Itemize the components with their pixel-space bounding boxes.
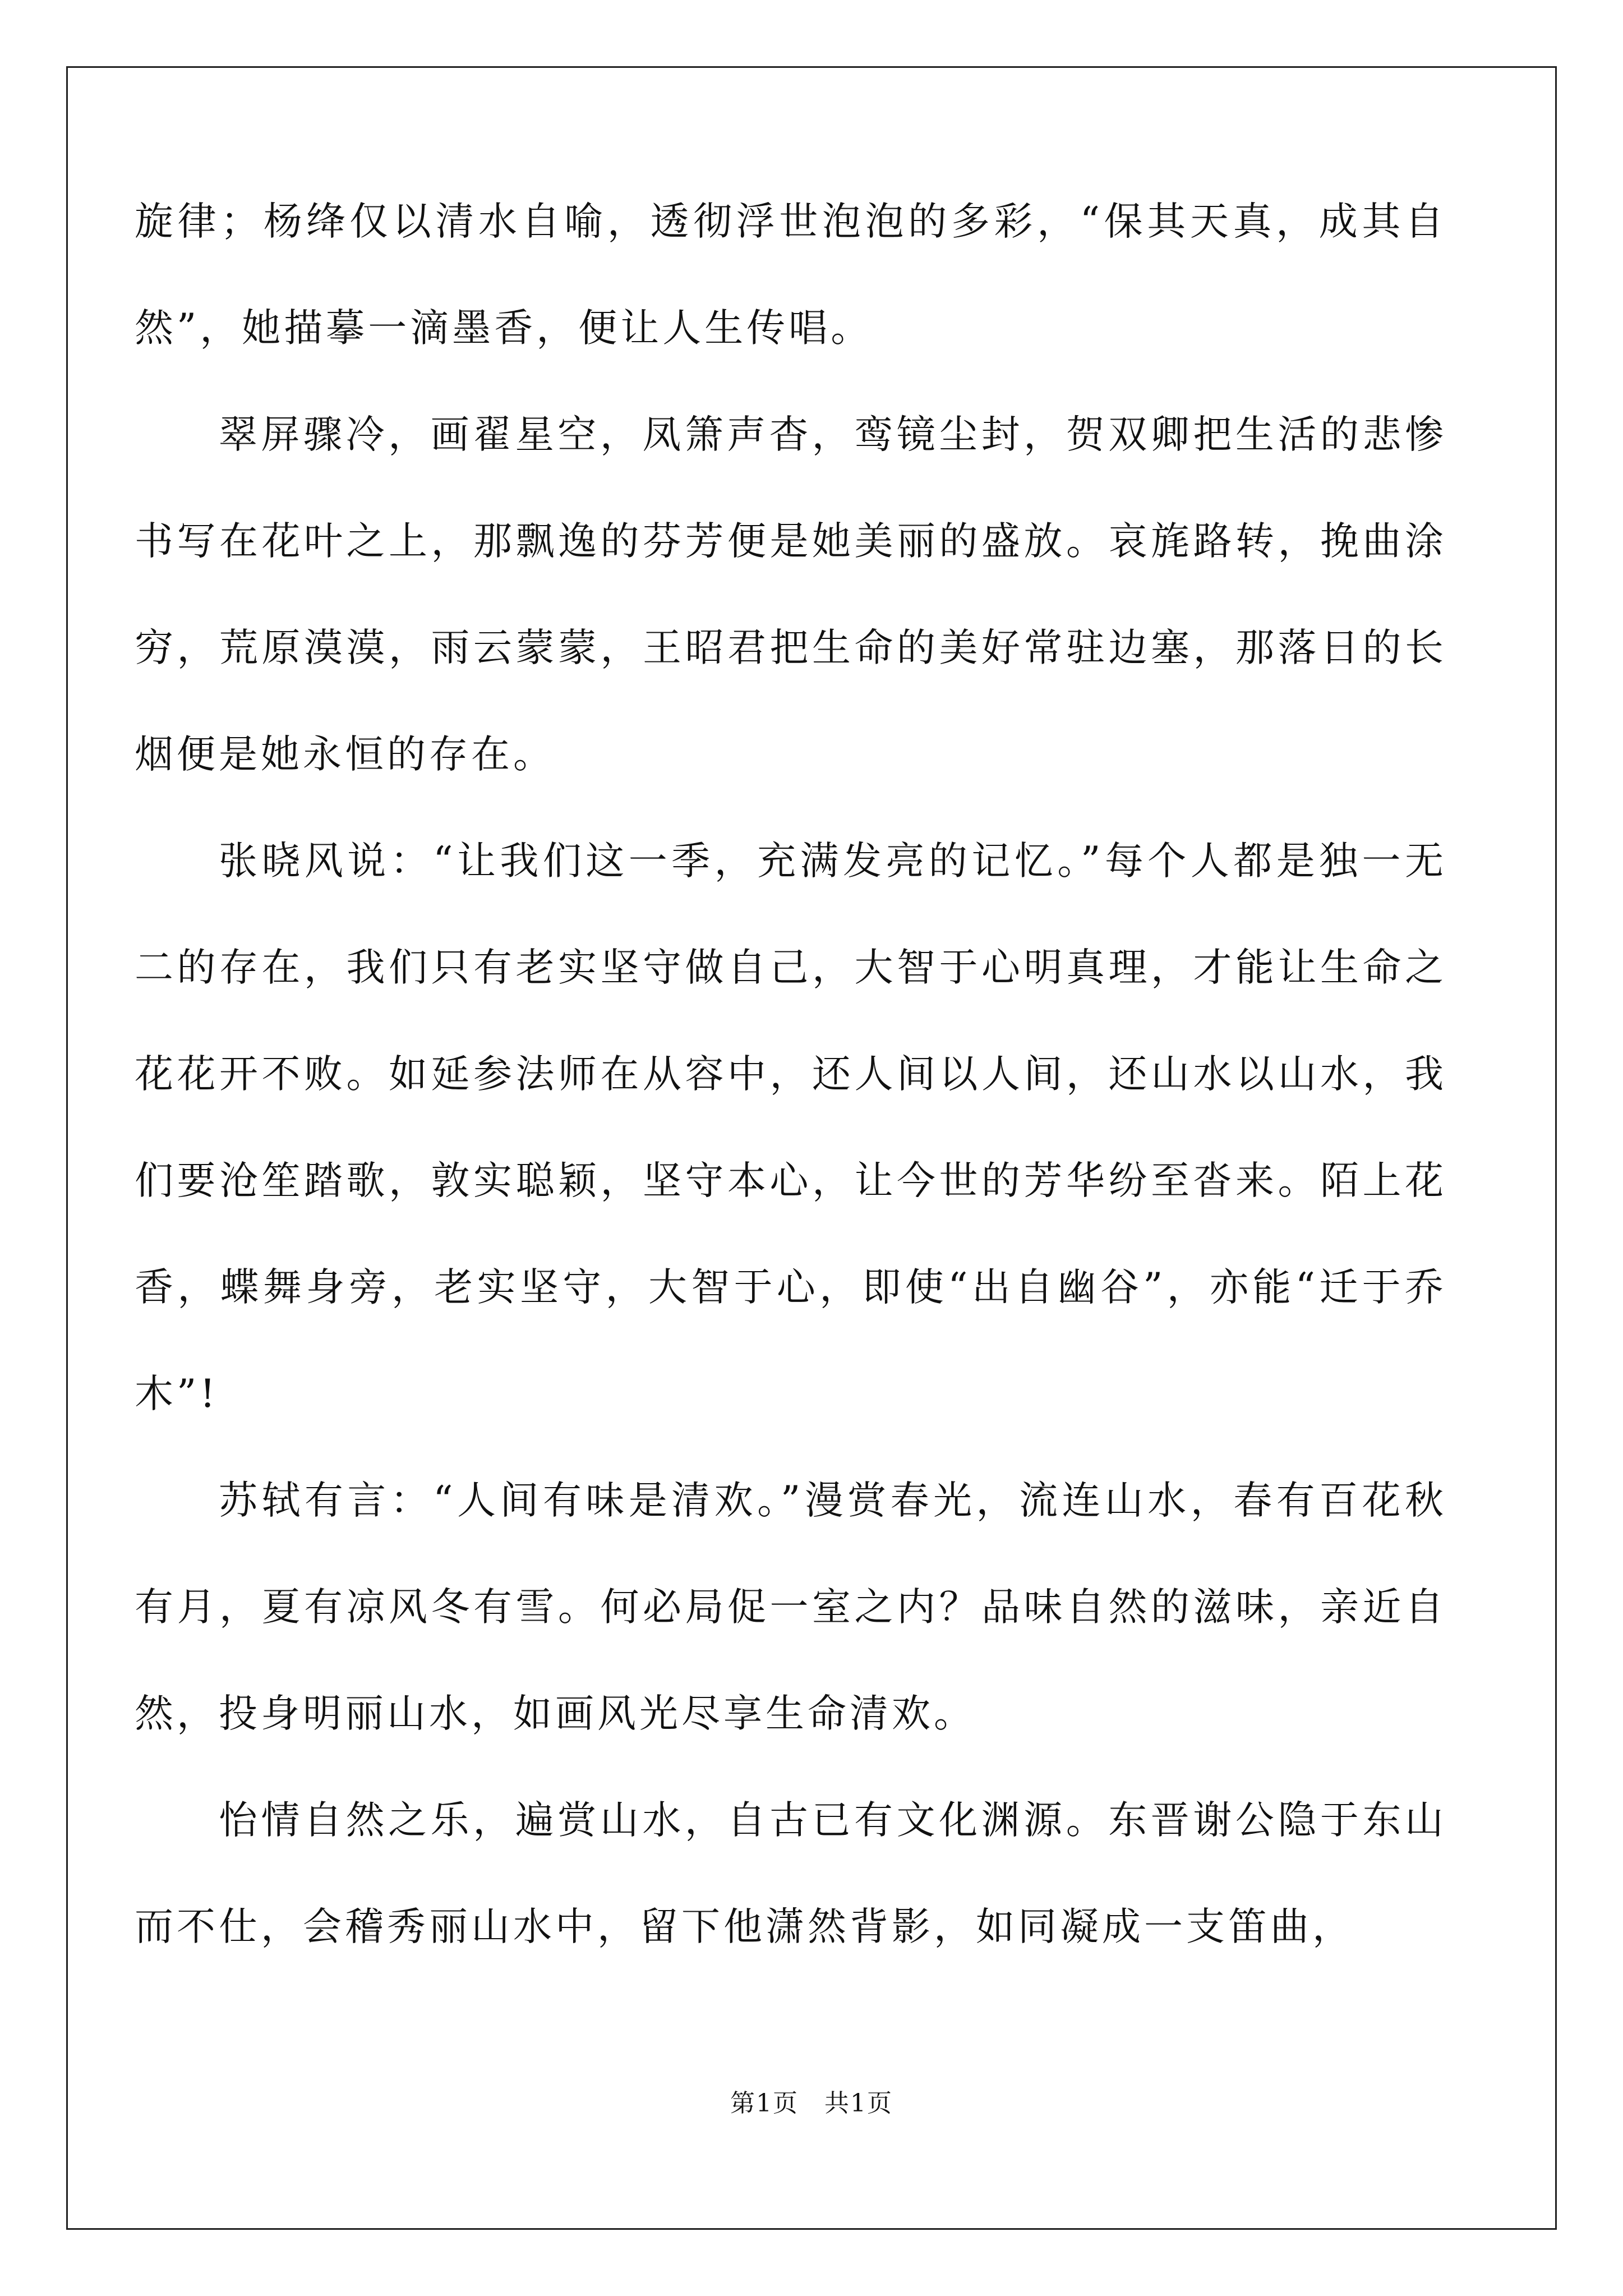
paragraph: 怡情自然之乐，遍赏山水，自古已有文化渊源。东晋谢公隐于东山而不仕，会稽秀丽山水中，留下他潇然背影，如同凝成一支笛曲，	[135, 1798, 1447, 1949]
paragraph: 苏轼有言：“人间有味是清欢。”漫赏春光，流连山水，春有百花秋有月，夏有凉风冬有雪。何必局促一室之内？品味自然的滋味，亲近自然，投身明丽山水，如画风光尽享生命清欢。	[135, 1478, 1447, 1736]
paragraph: 翠屏骤冷，画翟星空，凤箫声杳，鸾镜尘封，贺双卿把生活的悲惨书写在花叶之上，那飘逸的芬芳便是她美丽的盛放。哀旄路转，挽曲涂穷，荒原漠漠，雨云蒙蒙，王昭君把生命的美好常驻边塞，那落日的长烟便是她永恒的存在。	[135, 412, 1447, 777]
paragraph-continued: 旋律；杨绛仅以清水自喻，透彻浮世泡泡的多彩，“保其天真，成其自然”，她描摹一滴墨香，便让人生传唱。	[135, 199, 1447, 351]
document-body	[135, 168, 1447, 1980]
paragraph: 张晓风说：“让我们这一季，充满发亮的记忆。”每个人都是独一无二的存在，我们只有老实坚守做自己，大智于心明真理，才能让生命之花花开不败。如延参法师在从容中，还人间以人间，还山水以山水，我们要沧笙踏歌，敦实聪颖，坚守本心，让今世的芳华纷至沓来。陌上花香，蝶舞身旁，老实坚守，大智于心，即使“出自幽谷”，亦能“迁于乔木”!	[135, 839, 1447, 1416]
page-footer: 第1页 共1页	[730, 2089, 893, 2118]
